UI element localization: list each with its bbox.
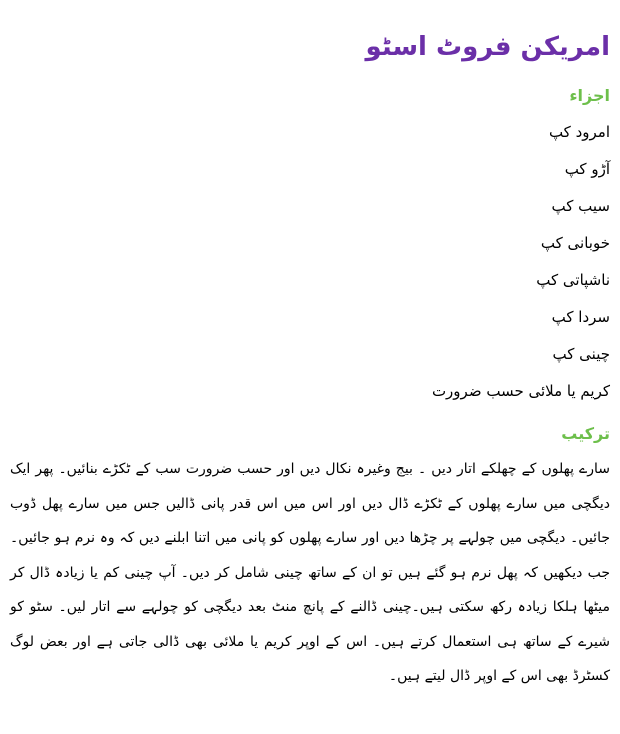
ingredient-item: خوبانی کپ bbox=[540, 234, 610, 252]
ingredients-heading: اجزاء bbox=[569, 86, 610, 105]
ingredient-item: چینی کپ bbox=[552, 345, 610, 363]
ingredient-item: سیب کپ bbox=[551, 197, 610, 215]
ingredient-item: کریم یا ملائی حسب ضرورت bbox=[431, 382, 610, 400]
ingredient-item: آڑو کپ bbox=[564, 160, 610, 178]
ingredients-list bbox=[10, 114, 610, 410]
ingredient-item: سردا کپ bbox=[551, 308, 610, 326]
method-text: سارے پھلوں کے چھلکے اتار دیں ۔ بیج وغیرہ نکال دیں اور حسب ضرورت سب کے ٹکڑے بنائیں۔ پھر ایک دیگچی میں سارے پھلوں کے ٹکڑے ڈال دیں اور اس میں اس قدر پانی ڈالیں جس میں سارے پھل ڈوب جائیں۔ دیگچی میں چولہے پر چڑھا دیں اور سارے پھلوں کو پانی میں اتنا ابلنے دیں کہ وہ نرم ہو جائیں۔ جب دیکھیں کہ پھل نرم ہو گئے ہیں تو ان کے ساتھ چینی شامل کر دیں۔ آپ چینی کم یا زیادہ ڈال کر میٹھا ہلکا زیادہ رکھ سکتی ہیں۔چینی ڈالنے کے پانچ منٹ بعد دیگچی کو چولہے سے اتار لیں۔ سٹو کو شیرے کے ساتھ ہی استعمال کرتے ہیں۔ اس کے اوپر کریم یا ملائی بھی ڈالی جاتی ہے اور بعض لوگ کسٹرڈ بھی اس کے اوپر ڈال لیتے ہیں۔ bbox=[10, 461, 610, 684]
ingredient-item: ناشپاتی کپ bbox=[536, 271, 610, 289]
ingredient-item: امرود کپ bbox=[548, 123, 610, 141]
method-heading: ترکیب bbox=[561, 424, 610, 443]
recipe-title: امریکن فروٹ اسٹو bbox=[365, 32, 610, 62]
